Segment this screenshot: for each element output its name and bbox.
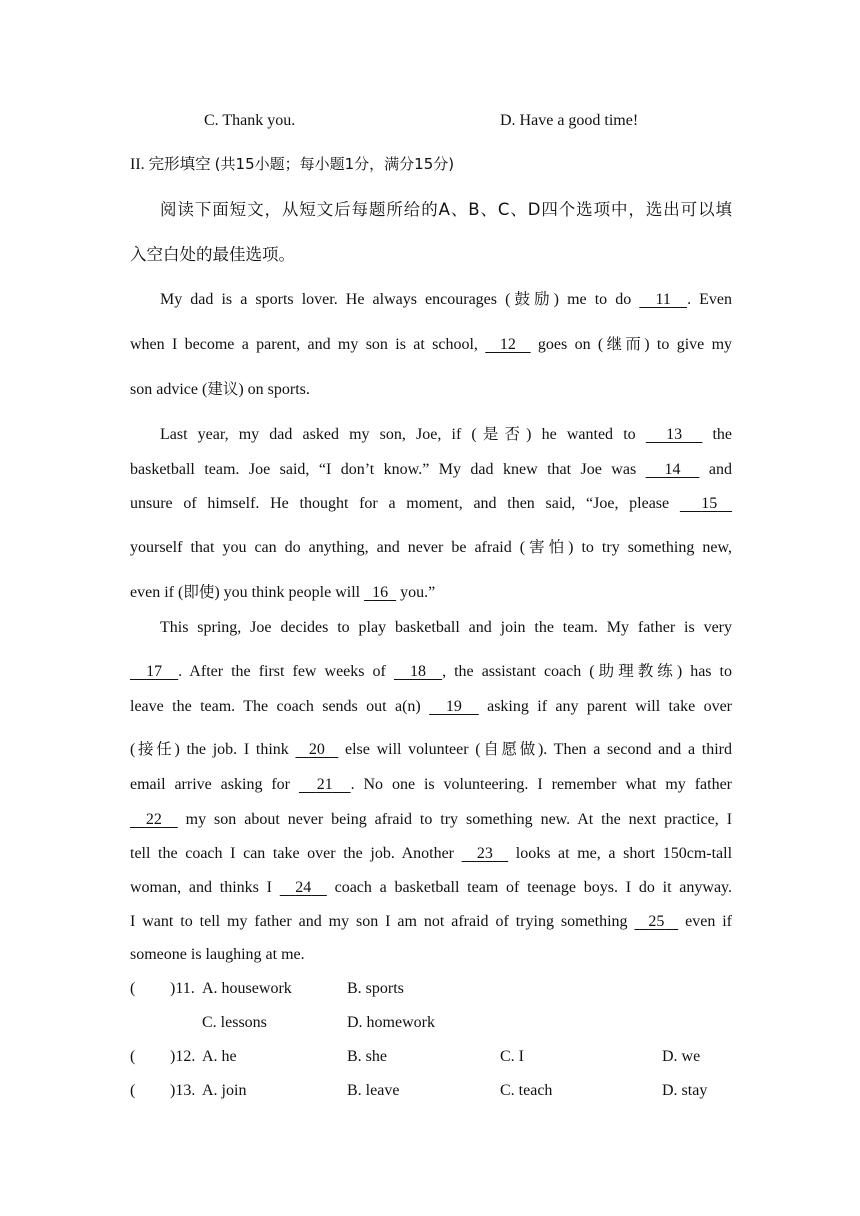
- blank-24[interactable]: 24: [295, 879, 312, 896]
- blank-14[interactable]: 14: [664, 461, 681, 478]
- passage-p1-line-2: when I become a parent, and my son is at school, 12 goes on (继而) to give my: [130, 335, 733, 353]
- blank-25[interactable]: 25: [648, 913, 665, 930]
- instruction-line-2: 入空白处的最佳选项。: [130, 245, 295, 264]
- blank-22[interactable]: 22: [145, 811, 162, 828]
- option-12-d[interactable]: D. we: [662, 1048, 701, 1065]
- passage-p3-line-7: tell the coach I can take over the job. Another 23 looks at me, a short 150cm-tall: [130, 845, 733, 862]
- option-12-b[interactable]: B. she: [347, 1048, 387, 1065]
- blank-18[interactable]: 18: [410, 663, 426, 680]
- blank-17[interactable]: 17: [146, 663, 163, 680]
- passage-p3-line-1: This spring, Joe decides to play basketball and join the team. My father is very: [160, 619, 732, 636]
- passage-p2-line-4: yourself that you can do anything, and never be afraid (害怕) to try something new,: [130, 538, 732, 556]
- option-12-a[interactable]: A. he: [202, 1048, 237, 1065]
- blank-12[interactable]: 12: [499, 336, 516, 353]
- passage-p2-line-3: unsure of himself. He thought for a moment, and then said, “Joe, please 15: [130, 495, 732, 513]
- answer-paren-13[interactable]: (: [130, 1082, 136, 1099]
- section-title: 完形填空: [148, 155, 211, 173]
- passage-p3-line-4: (接任) the job. I think 20 else will volunteer (自愿做). Then a second and a third: [130, 740, 733, 758]
- passage-p3-line-6: 22 my son about never being afraid to try something new. At the next practice, I: [130, 811, 732, 829]
- passage-p2-line-2: basketball team. Joe said, “I don’t know.” My dad knew that Joe was 14 and: [130, 461, 733, 478]
- blank-13[interactable]: 13: [666, 426, 683, 443]
- question-number-11: )11.: [170, 980, 195, 997]
- option-13-d[interactable]: D. stay: [662, 1082, 708, 1099]
- option-11-a[interactable]: A. housework: [202, 980, 292, 997]
- passage-p2-line-5: even if (即使) you think people will 16 you.”: [130, 583, 436, 601]
- answer-paren-12[interactable]: (: [130, 1048, 136, 1065]
- option-13-b[interactable]: B. leave: [347, 1082, 400, 1099]
- blank-11[interactable]: 11: [655, 291, 671, 308]
- passage-p3-line-5: email arrive asking for 21 . No one is volunteering. I remember what my father: [130, 776, 733, 793]
- answer-paren-11[interactable]: (: [130, 980, 136, 997]
- option-11-d[interactable]: D. homework: [347, 1014, 435, 1031]
- section-number: II.: [130, 156, 145, 173]
- blank-19[interactable]: 19: [445, 698, 462, 715]
- option-12-c[interactable]: C. I: [500, 1048, 524, 1065]
- option-11-b[interactable]: B. sports: [347, 980, 404, 997]
- passage-p2-line-1: Last year, my dad asked my son, Joe, if (是否) he wanted to 13 the: [160, 425, 733, 443]
- blank-16[interactable]: 16: [372, 584, 389, 601]
- passage-p3-line-9: I want to tell my father and my son I am not afraid of trying something 25 even if: [130, 913, 733, 930]
- blank-23[interactable]: 23: [476, 845, 493, 862]
- prev-option-c: C. Thank you.: [204, 112, 296, 129]
- blank-15[interactable]: 15: [701, 495, 718, 512]
- prev-option-d: D. Have a good time!: [500, 112, 639, 129]
- passage-p3-line-2: 17 . After the first few weeks of 18 , the assistant coach (助理教练) has to: [130, 659, 732, 681]
- section-heading: [130, 152, 454, 174]
- passage-p1-line-1: My dad is a sports lover. He always encourages (鼓励) me to do 11 . Even: [160, 290, 733, 308]
- question-number-12: )12.: [170, 1048, 196, 1065]
- passage-p1-line-3: son advice (建议) on sports.: [130, 380, 310, 398]
- instruction-line-1: 阅读下面短文，从短文后每题所给的A、B、C、D四个选项中，选出可以填: [160, 200, 732, 219]
- passage-p3-line-3: leave the team. The coach sends out a(n) 19 asking if any parent will take over: [130, 698, 733, 715]
- passage-p3-line-8: woman, and thinks I 24 coach a basketball team of teenage boys. I do it anyway.: [130, 879, 733, 896]
- option-13-a[interactable]: A. join: [202, 1082, 247, 1099]
- blank-21[interactable]: 21: [316, 776, 333, 793]
- section-meta: (共15小题；每小题1分，满分15分): [214, 155, 455, 173]
- passage-p3-line-10: someone is laughing at me.: [130, 946, 305, 963]
- question-number-13: )13.: [170, 1082, 196, 1099]
- blank-20[interactable]: 20: [308, 741, 325, 758]
- option-13-c[interactable]: C. teach: [500, 1082, 553, 1099]
- option-11-c[interactable]: C. lessons: [202, 1014, 267, 1031]
